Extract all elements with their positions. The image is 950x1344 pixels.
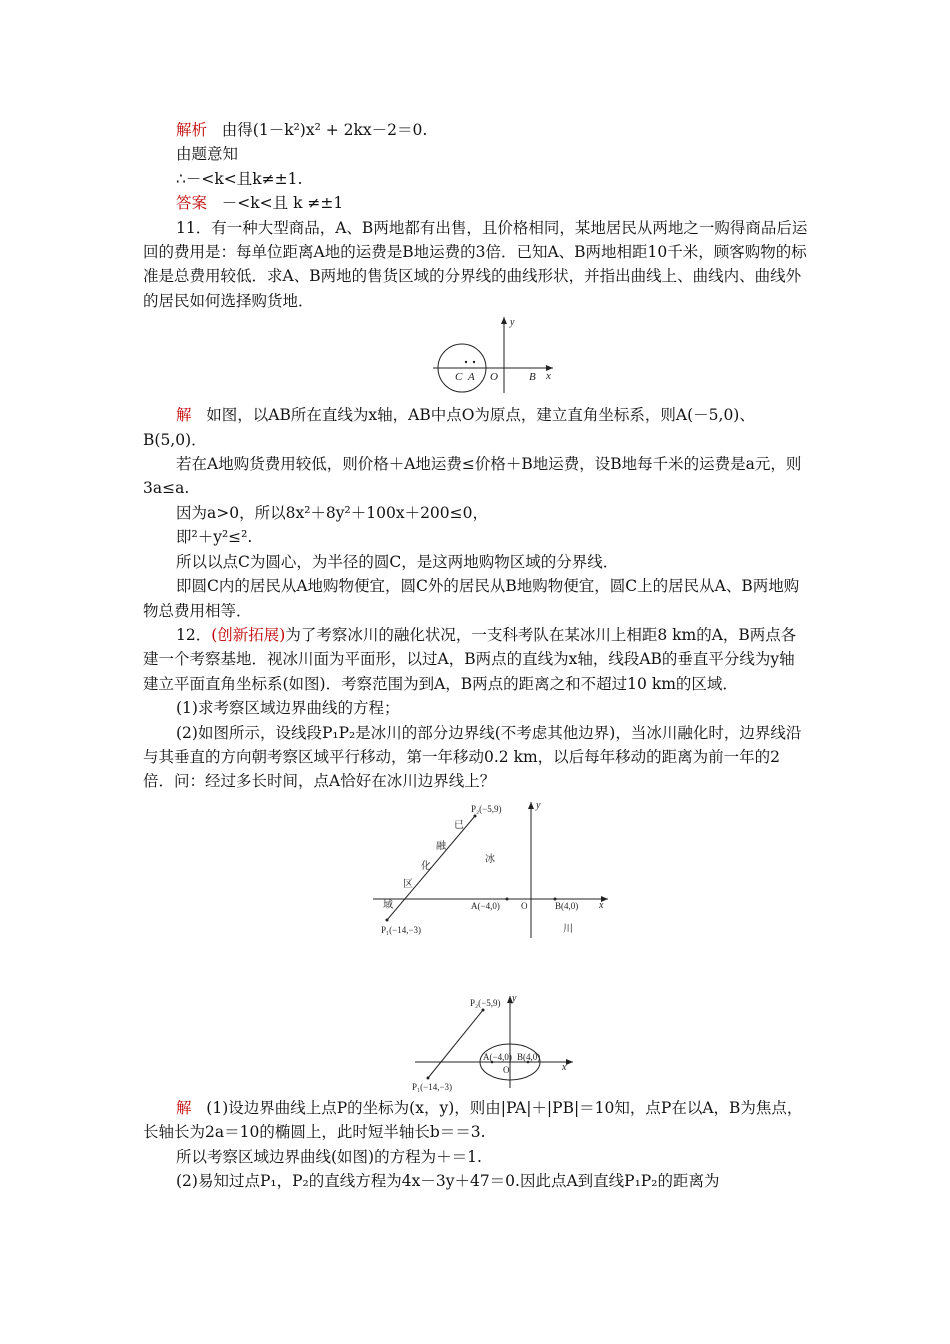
q11-fig-b: B bbox=[529, 371, 536, 384]
q12-part2: (2)如图所示，设线段P₁P₂是冰川的部分边界线(不考虑其他边界)，当冰川融化时，边界线沿与其垂直的方向朝考察区域平行移动，第一年移动0.2 km，以后每年移动的距离为前一年的2倍．问：经过多长时间，点A恰好在冰川边界线上？ bbox=[143, 723, 802, 791]
fig1-char-1: 已 bbox=[454, 819, 464, 831]
q11-fig-o: O bbox=[490, 371, 498, 384]
analysis-tag: 解析 bbox=[176, 121, 208, 139]
q12-solution-1: 解 (1)设边界曲线上点P的坐标为(x，y)，则由|PA|＋|PB|＝10知，点P在以A，B为焦点，长轴长为2a＝10的椭圆上，此时短半轴长b＝＝3. bbox=[143, 1098, 803, 1142]
q11-fig-c: C bbox=[455, 371, 463, 384]
q11-solution-1: 解 如图，以AB所在直线为x轴，AB中点O为原点，建立直角坐标系，则A(－5,0)、B(5,0)． bbox=[143, 406, 755, 449]
document-page bbox=[143, 118, 808, 1193]
q11-statement: 11．有一种大型商品，A、B两地都有出售，且价格相同，某地居民从两地之一购得商品后运回的费用是：每单位距离A地的运费是B地运费的3倍．已知A、B两地相距10千米，顾客购物的标准是总费用较低．求A、B两地的售货区域的分界线的曲线形状，并指出曲线上、曲线内、曲线外的居民如何选择购货地． bbox=[143, 218, 808, 310]
q10-line2: 由题意知 bbox=[176, 145, 239, 164]
q12-statement: 12．(创新拓展)为了考察冰川的融化状况，一支科考队在某冰川上相距8 km的A，B两点各建一个考察基地．视冰川面为平面形，以过A，B两点的直线为x轴，线段AB的垂直平分线为y轴建立平面直角坐标系(如图)．考察范围为到A，B两点的距离之和不超过10 km的区域． bbox=[143, 625, 797, 693]
fig2-x-label: x bbox=[562, 1061, 567, 1073]
fig1-a-label: A(−4,0) bbox=[471, 900, 500, 911]
fig2-b-label: B(4,0) bbox=[517, 1051, 541, 1062]
fig1-p1-label: P₁(−14,−3) bbox=[381, 924, 422, 935]
solution-tag-12: 解 bbox=[176, 1098, 192, 1117]
q12-figure-glacier bbox=[143, 800, 808, 948]
q12-solution-2: 所以考察区域边界曲线(如图)的方程为＋＝1. bbox=[176, 1147, 482, 1166]
fig2-p2-label: P₂(−5,9) bbox=[470, 997, 501, 1008]
fig1-char-7: 川 bbox=[563, 923, 573, 935]
q10-line3: ∴－<k<且k≠±1. bbox=[176, 169, 303, 188]
fig1-char-3: 化 bbox=[421, 860, 431, 872]
fig1-char-4: 区 bbox=[403, 878, 413, 890]
q11-fig-a: A bbox=[468, 371, 475, 384]
q11-figure bbox=[143, 313, 808, 399]
innovation-tag: (创新拓展) bbox=[211, 625, 286, 644]
answer-tag: 答案 bbox=[176, 194, 208, 213]
q12-figure-ellipse bbox=[143, 992, 808, 1094]
q11-solution-2: 若在A地购货费用较低，则价格＋A地运费≤价格＋B地运费，设B地每千米的运费是a元，则3a≤a. bbox=[143, 455, 802, 498]
fig2-o-label: O bbox=[503, 1064, 510, 1075]
fig1-p2-label: P₂(−5,9) bbox=[471, 803, 502, 814]
fig1-o-label: O bbox=[521, 900, 528, 911]
fig2-y-label: y bbox=[512, 992, 517, 1004]
fig1-char-5: 域 bbox=[383, 899, 393, 911]
fig1-char-6: 冰 bbox=[485, 853, 495, 865]
q10-analysis-line: 解析 由得(1－k²)x² + 2kx－2＝0. bbox=[176, 121, 428, 139]
q12-solution-3: (2)易知过点P₁，P₂的直线方程为4x－3y＋47＝0.因此点A到直线P₁P₂的距离为 bbox=[176, 1171, 720, 1190]
q11-solution-4: 即²＋y²≤². bbox=[176, 528, 253, 547]
q11-fig-y: y bbox=[510, 317, 515, 329]
q11-solution-6: 即圆C内的居民从A地购物便宜，圆C外的居民从B地购物便宜，圆C上的居民从A、B两地购物总费用相等． bbox=[143, 577, 800, 620]
fig1-b-label: B(4,0) bbox=[555, 900, 579, 911]
q10-answer-line: 答案 －<k<且 k ≠±1 bbox=[176, 194, 344, 213]
fig1-y-label: y bbox=[536, 799, 541, 811]
fig1-char-2: 融 bbox=[436, 840, 446, 852]
fig2-a-label: A(−4,0) bbox=[483, 1051, 512, 1062]
solution-tag: 解 bbox=[176, 406, 192, 425]
fig2-p1-label: P₁(−14,−3) bbox=[412, 1081, 453, 1092]
q11-fig-x: x bbox=[546, 370, 551, 383]
q12-part1: (1)求考察区域边界曲线的方程； bbox=[176, 699, 400, 718]
fig1-x-label: x bbox=[599, 899, 604, 911]
q11-solution-3: 因为a>0，所以8x²＋8y²＋100x＋200≤0， bbox=[176, 503, 488, 522]
q11-solution-5: 所以以点C为圆心，为半径的圆C，是这两地购物区域的分界线． bbox=[176, 552, 619, 571]
